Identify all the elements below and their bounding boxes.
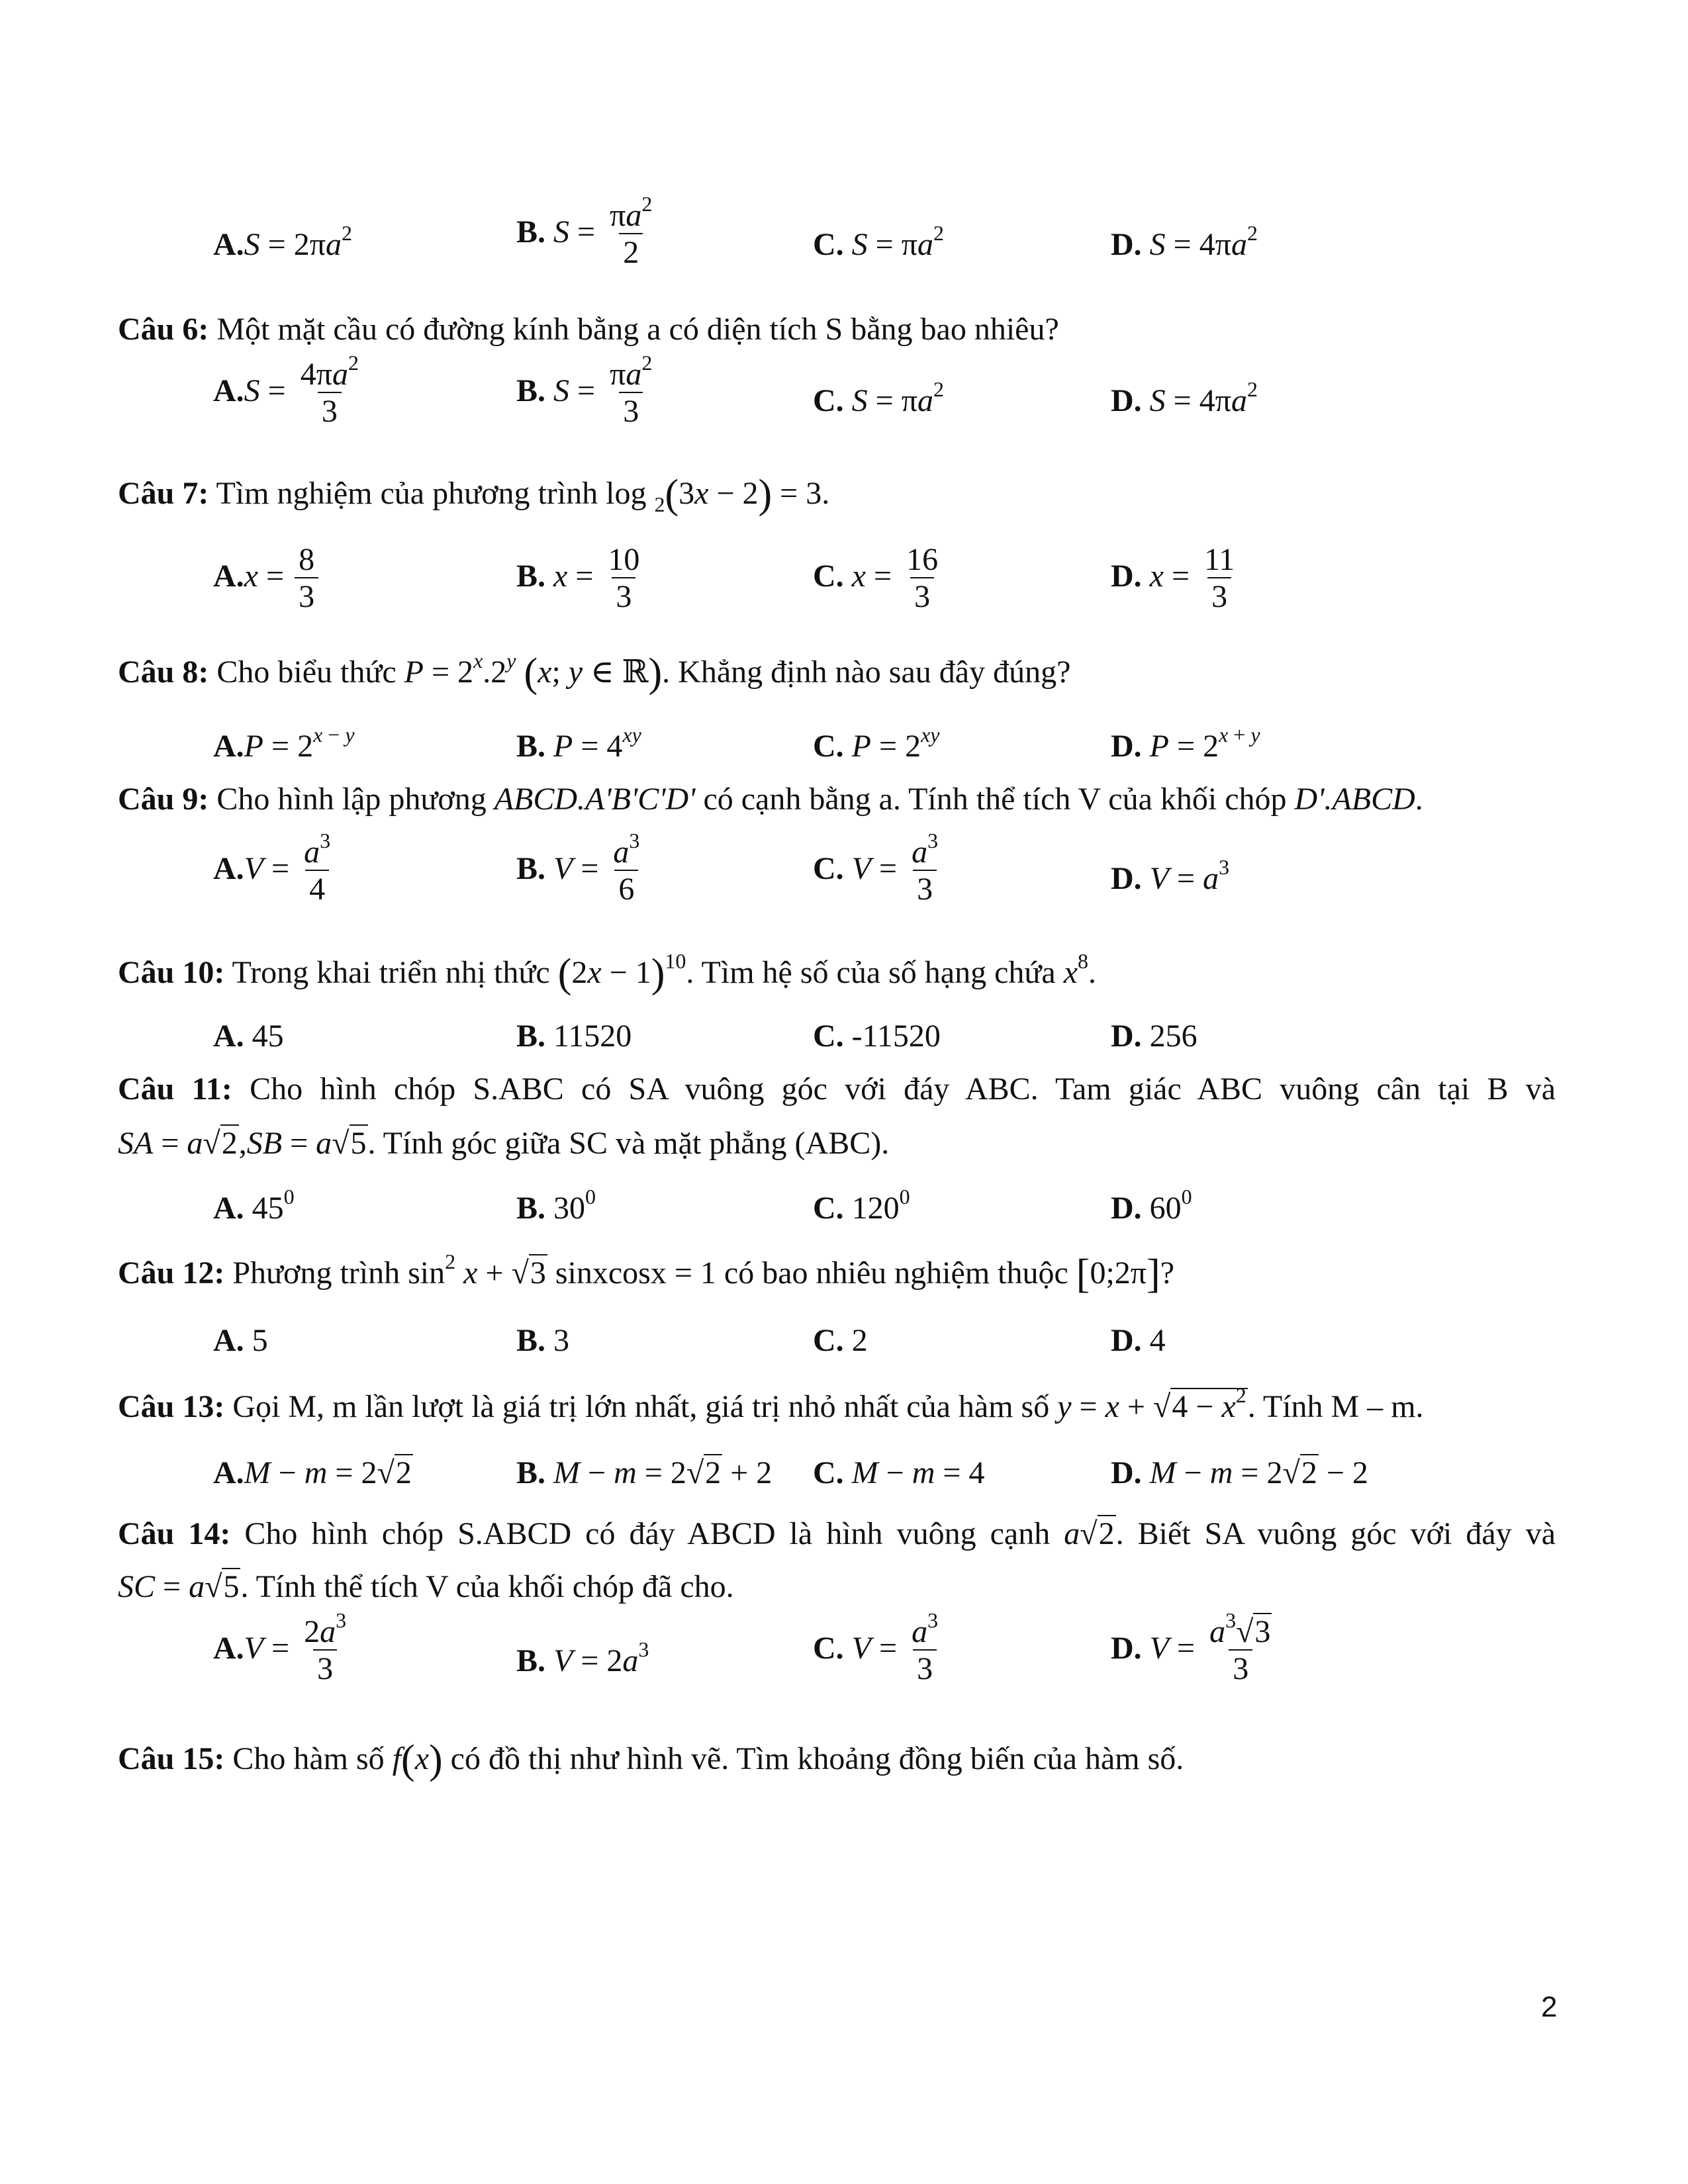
question-label: Câu 6: (118, 312, 209, 347)
question-14-line-1: Câu 14: Cho hình chóp S.ABCD có đáy ABCD là hình vuông cạnh a√2. Biết SA vuông góc với đáy và (118, 1516, 1556, 1551)
question-11-line-1: Câu 11: Cho hình chóp S.ABC có SA vuông góc với đáy ABC. Tam giác ABC vuông cân tại B và (118, 1071, 1556, 1107)
page-number: 2 (1541, 1991, 1558, 2023)
question-8: Câu 8: Cho biểu thức $P = 2^x.2^y$ (x; y ∈ ℝ). Khẳng định nào sau đây đúng? (118, 649, 1071, 696)
q8-options: $A.P = 2^{x - y}$ B. $P = 4^{xy}$ C. $P = 2^{xy}$ D. $P = 2^{x + y}$ (213, 723, 1260, 764)
q9-options: A.V = $\frac{a^3}{4}$ B. V = $\frac{a^3}{6}$ C. V = $\frac{a^3}{3}$ D. $V = a^3$ (213, 829, 1230, 907)
q13-options: A.M − m = 2√2 B. M − m = 2√2 + 2 C. M − m = 4 D. M − m = 2√2 − 2 (213, 1455, 1368, 1490)
question-7: Câu 7: Tìm nghiệm của phương trình log $_2$(3x − 2) = 3. (118, 472, 830, 517)
q6-options: A.S = $\frac{4\pi a^2}{3}$ B. S = $\frac{\pi a^2}{3}$ C. $S = \pi a^2$ D. $S = 4\pi a^2$ (213, 351, 1258, 429)
question-10: Câu 10: Trong khai triển nhị thức $(2x - 1)^{10}$. Tìm hệ số của số hạng chứa $x^8$. (118, 949, 1097, 996)
question-9: Câu 9: Cho hình lập phương ABCD.A'B'C'D' có cạnh bằng a. Tính thể tích V của khối chóp D'.ABCD. (118, 782, 1423, 817)
question-text: Một mặt cầu có đường kính bằng a có diện tích S bằng bao nhiêu? (216, 312, 1059, 347)
q10-options: A. 45 B. 11520 C. -11520 D. 256 (213, 1019, 1197, 1054)
q5-options: $A.S = 2\pi a^2$ B. S = $\frac{\pi a^2}{2}$ C. $S = \pi a^2$ D. $S = 4\pi a^2$ (213, 192, 1258, 270)
q7-options: A.x = $\frac{8}{3}$ B. x = $\frac{10}{3}$ C. x = $\frac{16}{3}$ D. x = $\frac{11}{3}$ (213, 542, 1235, 614)
q14-options: A.V = $\frac{2a^3}{3}$ B. $V = 2a^3$ C. V = $\frac{a^3}{3}$ D. V = $\frac{a^3√3}{3}$ (213, 1608, 1271, 1686)
q12-options: A. 5 B. 3 C. 2 D. 4 (213, 1323, 1166, 1358)
question-11-line-2: SA = a√2,SB = a√5. Tính góc giữa SC và mặt phẳng (ABC). (118, 1126, 890, 1161)
q11-options: A. $45^0$ B. $30^0$ C. $120^0$ D. $60^0$ (213, 1185, 1192, 1226)
question-12: Câu 12: Phương trình $\sin^2 x + √3$ sinxcosx = 1 có bao nhiêu nghiệm thuộc [0;2π]? (118, 1250, 1174, 1297)
question-13: Câu 13: Gọi M, m lần lượt là giá trị lớn nhất, giá trị nhỏ nhất của hàm số $y = x + √4 - x^2$. Tính M – m. (118, 1383, 1424, 1424)
question-14-line-2: SC = a√5. Tính thể tích V của khối chóp đã cho. (118, 1569, 734, 1604)
question-6 (118, 310, 1059, 349)
question-15: Câu 15: Cho hàm số f(x) có đồ thị như hình vẽ. Tìm khoảng đồng biến của hàm số. (118, 1737, 1184, 1782)
